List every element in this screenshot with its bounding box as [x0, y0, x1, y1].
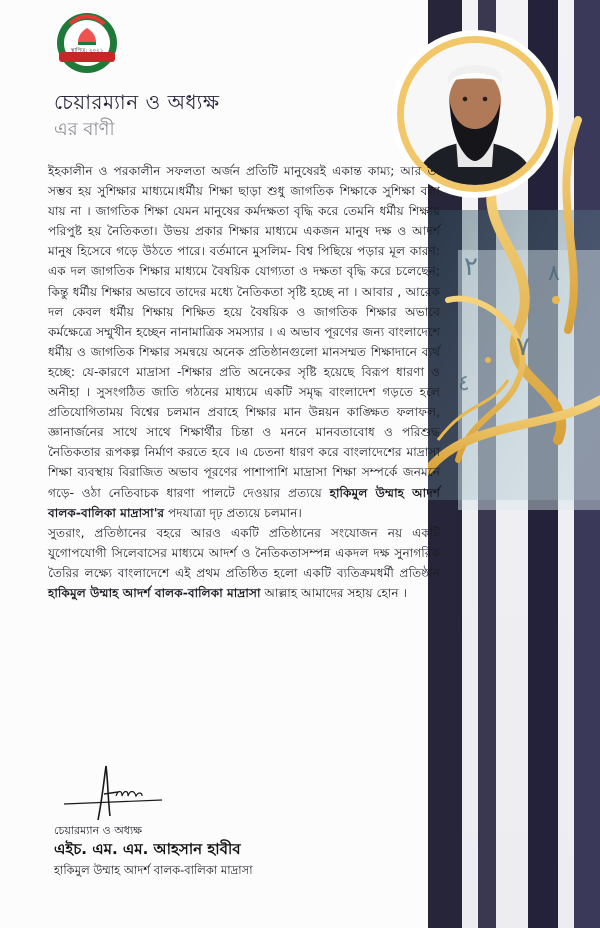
svg-text:٢: ٢ — [464, 252, 478, 282]
message-text: সুতরাং, প্রতিষ্ঠানের বহরে আরও একটি প্রতিষ্ঠানের সংযোজন নয় একটি যুগোপযোগী সিলেবাসের মাধ্যমে আদর্শ ও নৈতিকতাসম্পন্ন একদল দক্ষ সুনাগরিক তৈরির লক্ষ্যে বাংলাদেশে এই প্রথম প্রতিষ্ঠিত হলো একটি ব্যতিক্রমধর্মী প্রতিষ্ঠান — [48, 525, 440, 580]
message-text: পদযাত্রা দৃঢ় প্রত্যয়ে চলমান। — [164, 505, 302, 520]
institution-name: হাকিমুল উম্মাহ আদর্শ বালক-বালিকা মাদ্রাসা — [48, 585, 261, 600]
signatory-name: এইচ. এম. এম. আহসান হাবীব — [54, 840, 241, 858]
handwritten-signature — [58, 760, 168, 830]
message-text: ইহকালীন ও পরকালীন সফলতা অর্জন প্রতিটি মানুষেরই একান্ত কাম্য; আর তা সম্ভব হয় সুশিক্ষার মাধ্যমে।ধর্মীয় শিক্ষা ছাড়া শুধু জাগতিক শিক্ষাকে সুশিক্ষা বলা যায় না । জাগতিক শিক্ষা যেমন মানুষের কর্মদক্ষতা বৃদ্ধি করে তেমনি ধর্মীয় শিক্ষায় পরিপুষ্ট হয় নৈতিকতা। উভয় প্রকার শিক্ষার মাধ্যমে একজন মানুষ দক্ষ ও আদর্শ মানুষ হিসেবে গড়ে উঠতে পারে। বর্তমানে মুসলিম- বিশ্ব পিছিয়ে পড়ার মূল কারণ: এক দল জাগতিক শিক্ষার মাধ্যমে বৈষয়িক যোগ্যতা ও দক্ষতা বৃদ্ধি করে চলেছেন; কিন্তু ধর্মীয় শিক্ষার অভাবে তাদের মধ্যে নৈতিকতা সৃষ্টি হচ্ছে না । আবার , আরেক দল কেবল ধর্মীয় শিক্ষায় শিক্ষিত হয়ে বৈষয়িক ও জাগতিক শিক্ষার অভাবে কর্মক্ষেত্রে সম্মুখীন হচ্ছেন নানামাত্রিক সমস্যার । এ অভাব পূরণের জন্য বাংলাদেশে ধর্মীয় ও জাগতিক শিক্ষার সমন্বয়ে অনেক প্রতিষ্ঠানগুলো মানসম্মত শিক্ষাদানে ব্যর্থ হচ্ছে: যে-কারণে মাদ্রাসা -শিক্ষার প্রতি অনেকের সৃষ্টি হয়েছে বিরূপ ধারণা ও অনীহা । সুসংগঠিত জাতি গঠনের মাধ্যমে একটি সমৃদ্ধ বাংলাদেশ গড়তে হলে প্রতিযোগিতাময় বিশ্বের চলমান প্রবাহে শিক্ষার মান উন্নয়ন কাঙ্ক্ষিত ফলাফল, জ্ঞানার্জনের সাথে সাথে শিক্ষার্থীর চিন্তা ও মননে মানবতাবোধ ও পরিশুদ্ধ নৈতিকতার রূপকল্প নির্মাণ করতে হবে ।এ চেতনা ধারণ করে বাংলাদেশের মাদ্রাসা শিক্ষা ব্যবস্থায় বিরাজিত অভাব পূরণের পাশাপাশি মাদ্রাসা শিক্ষা সম্পর্কে জনমনে গড়ে- ওঠা নেতিবাচক ধারণা পালটে দেওয়ার প্রত্যয়ে — [48, 164, 440, 500]
logo-center-text: স্থাপিত: ২০২১ — [70, 48, 104, 54]
svg-text:٨: ٨ — [548, 261, 560, 286]
svg-text:٤: ٤ — [458, 371, 470, 396]
message-body — [48, 161, 440, 603]
signatory-organization: হাকিমুল উম্মাহ আদর্শ বালক-বালিকা মাদ্রাসা — [54, 863, 253, 877]
message-text: আল্লাহ আমাদের সহায় হোন । — [260, 585, 407, 600]
madrasa-emblem-icon — [56, 12, 118, 74]
signatory-title: চেয়ারম্যান ও অধ্যক্ষ — [54, 824, 143, 837]
institution-name: হাকিমুল উম্মাহ আদর্শ বালক-বালিকা মাদ্রাসা'র — [48, 485, 440, 520]
message-paragraph — [48, 161, 440, 523]
message-paragraph — [48, 523, 440, 603]
page-subtitle: এর বাণী — [54, 119, 115, 140]
svg-text:٧: ٧ — [516, 332, 530, 362]
page-title: চেয়ারম্যান ও অধ্যক্ষ — [54, 90, 220, 114]
